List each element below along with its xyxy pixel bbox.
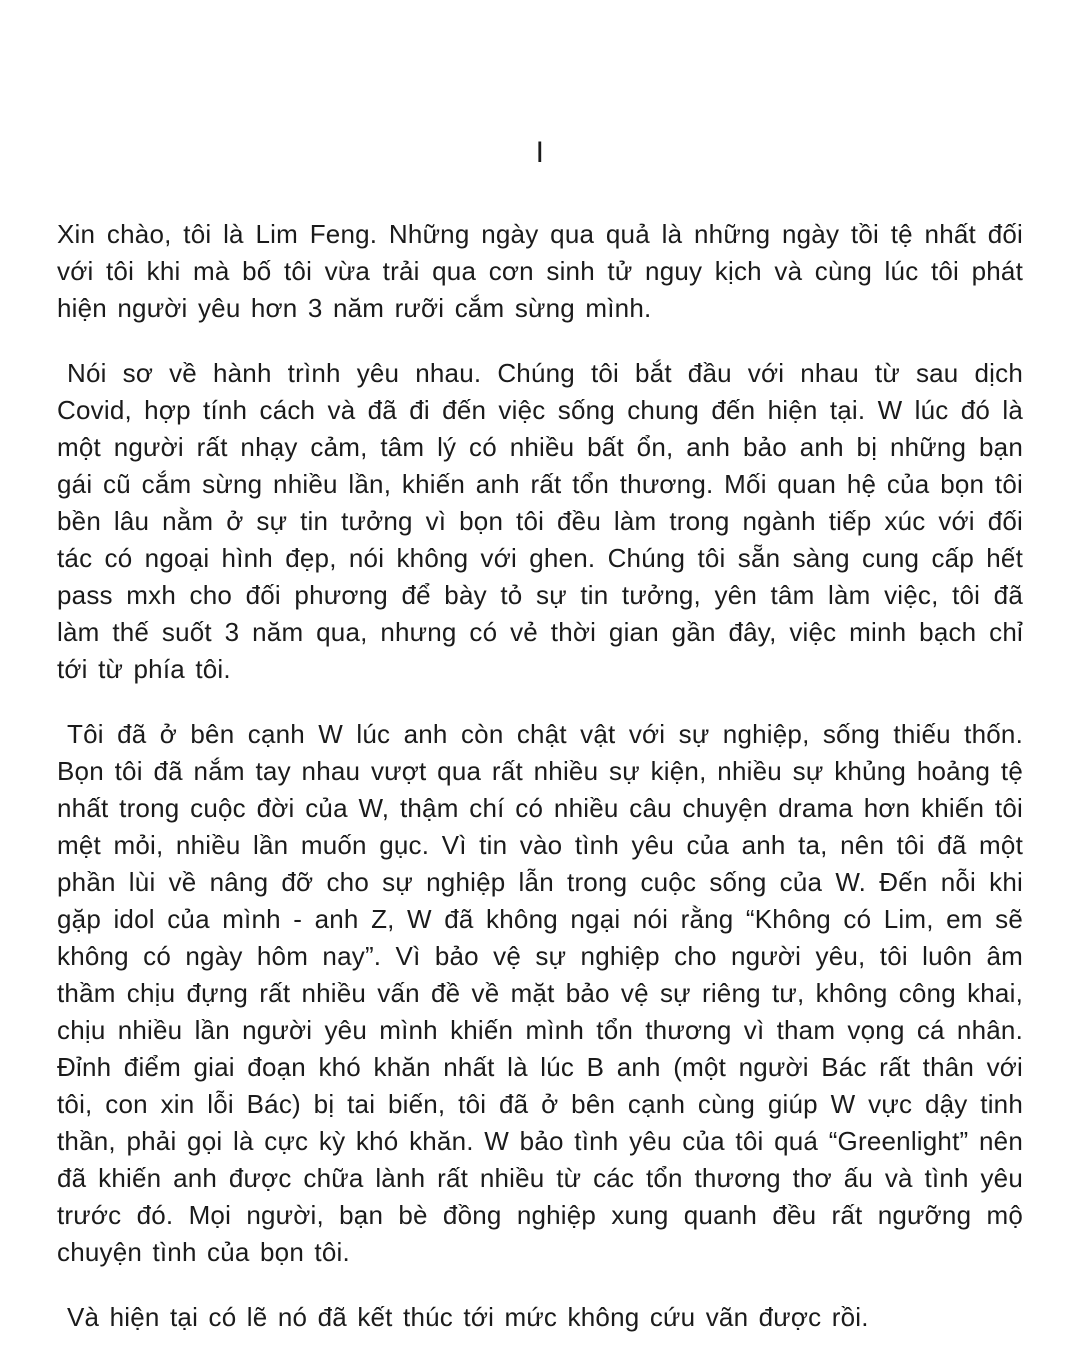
paragraph-introduction: Xin chào, tôi là Lim Feng. Những ngày qua quả là những ngày tồi tệ nhất đối với tôi khi mà bố tôi vừa trải qua cơn sinh tử nguy kịch và cùng lúc tôi phát hiện người yêu hơn 3 năm rưỡi cắm sừng mình. <box>57 219 1023 323</box>
section-heading: I <box>535 136 545 169</box>
paragraph-relationship-history: Nói sơ về hành trình yêu nhau. Chúng tôi bắt đầu với nhau từ sau dịch Covid, hợp tính cách và đã đi đến việc sống chung đến hiện tại. W lúc đó là một người rất nhạy cảm, tâm lý có nhiều bất ổn, anh bảo anh bị những bạn gái cũ cắm sừng nhiều lần, khiến anh rất tổn thương. Mối quan hệ của bọn tôi bền lâu nằm ở sự tin tưởng vì bọn tôi đều làm trong ngành tiếp xúc với đối tác có ngoại hình đẹp, nói không với ghen. Chúng tôi sẵn sàng cung cấp hết pass mxh cho đối phương để bày tỏ sự tin tưởng, yên tâm làm việc, tôi đã làm thế suốt 3 năm qua, nhưng có vẻ thời gian gần đây, việc minh bạch chỉ tới từ phía tôi. <box>57 358 1023 684</box>
paragraph-conclusion: Và hiện tại có lẽ nó đã kết thúc tới mức không cứu vãn được rồi. <box>67 1302 869 1332</box>
paragraph-support-story: Tôi đã ở bên cạnh W lúc anh còn chật vật với sự nghiệp, sống thiếu thốn. Bọn tôi đã nắm tay nhau vượt qua rất nhiều sự kiện, nhiều sự khủng hoảng tệ nhất trong cuộc đời của W, thậm chí có nhiều câu chuyện drama hơn khiến tôi mệt mỏi, nhiều lần muốn gục. Vì tin vào tình yêu của anh ta, nên tôi đã một phần lùi về nâng đỡ cho sự nghiệp lẫn trong cuộc sống của W. Đến nỗi khi gặp idol của mình - anh Z, W đã không ngại nói rằng “Không có Lim, em sẽ không có ngày hôm nay”. Vì bảo vệ sự nghiệp cho người yêu, tôi luôn âm thầm chịu đựng rất nhiều vấn đề về mặt bảo vệ sự riêng tư, không công khai, chịu nhiều lần người yêu mình khiến mình tổn thương vì tham vọng cá nhân. Đỉnh điểm giai đoạn khó khăn nhất là lúc B anh (một người Bác rất thân với tôi, con xin lỗi Bác) bị tai biến, tôi đã ở bên cạnh cùng giúp W vực dậy tinh thần, phải gọi là cực kỳ khó khăn. W bảo tình yêu của tôi quá “Greenlight” nên đã khiến anh được chữa lành rất nhiều từ các tổn thương thơ ấu và tình yêu trước đó. Mọi người, bạn bè đồng nghiệp xung quanh đều rất ngưỡng mộ chuyện tình của bọn tôi. <box>57 719 1023 1267</box>
